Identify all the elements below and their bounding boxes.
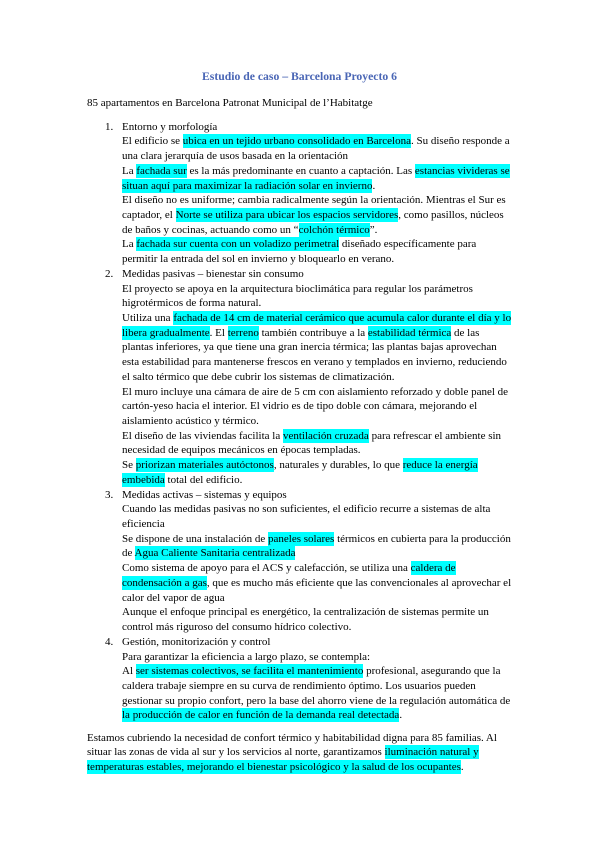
list-number: 4. xyxy=(105,635,114,648)
conclusion-paragraph xyxy=(0,731,599,775)
paragraph xyxy=(122,237,599,266)
section-heading: Gestión, monitorización y control xyxy=(122,635,271,648)
body-text: La xyxy=(122,164,137,177)
body-text: para refrescar el ambiente sin xyxy=(368,429,502,442)
text-line xyxy=(122,296,599,311)
text-line xyxy=(122,576,599,591)
paragraph xyxy=(122,429,599,458)
body-text: de xyxy=(122,547,135,560)
text-line xyxy=(122,620,599,635)
text-line xyxy=(122,149,599,164)
highlighted-text: caldera de xyxy=(410,562,456,575)
text-line xyxy=(122,605,599,620)
list-number: 2. xyxy=(105,267,114,280)
section-item xyxy=(0,120,599,267)
body-text: situar las zonas de vida al sur y los servicios al norte, garantizamos xyxy=(87,746,385,759)
highlighted-text: condensación a gas xyxy=(122,576,207,589)
body-text: Se dispone de una instalación de xyxy=(122,532,269,545)
document-body xyxy=(0,70,599,775)
section-heading: Medidas pasivas – bienestar sin consumo xyxy=(122,267,304,280)
body-text: plantas inferiores, ya que tiene una gran inercia térmica; las plantas bajas aprovechan xyxy=(122,341,497,354)
numbered-section-list xyxy=(0,120,599,723)
highlighted-text: ser sistemas colectivos, se facilita el mantenimiento xyxy=(135,665,364,678)
body-text: profesional, asegurando que la xyxy=(363,665,501,678)
text-line xyxy=(122,694,599,709)
highlighted-text: fachada sur cuenta con un voladizo perimetral xyxy=(136,238,340,251)
text-line xyxy=(122,179,599,194)
body-text: Como sistema de apoyo para el ACS y calefacción, se utiliza una xyxy=(122,562,411,575)
highlighted-text: estabilidad térmica xyxy=(367,326,452,339)
highlighted-text: embebida xyxy=(122,473,165,486)
body-text: El proyecto se apoya en la arquitectura bioclimática para regular los parámetros xyxy=(122,282,473,295)
text-line xyxy=(122,679,599,694)
body-text: aislamiento acústico y térmico. xyxy=(122,415,259,427)
paragraph xyxy=(122,385,599,429)
section-heading: Medidas activas – sistemas y equipos xyxy=(122,488,287,501)
body-text: diseñado específicamente para xyxy=(339,238,477,251)
body-text: permitir la entrada del sol en invierno y bloquearlo en verano. xyxy=(122,253,395,266)
text-line xyxy=(122,311,599,326)
highlighted-text: paneles solares xyxy=(268,532,335,545)
body-text: es la más predominante en cuanto a captación. Las xyxy=(186,164,415,177)
document-subtitle: 85 apartamentos en Barcelona Patronat Municipal de l’Habitatge xyxy=(87,96,373,109)
body-text: de baños y cocinas, actuando como un “ xyxy=(122,223,299,236)
text-line xyxy=(122,443,599,458)
highlighted-text: priorizan materiales autóctonos xyxy=(135,459,274,472)
text-line xyxy=(122,252,599,267)
highlighted-text: terreno xyxy=(227,326,259,339)
body-text: Se xyxy=(122,459,136,472)
body-text: Estamos cubriendo la necesidad de confort térmico y habitabilidad digna para 85 familias. Al xyxy=(87,731,497,744)
text-line xyxy=(122,708,599,723)
body-text: . Su diseño responde a xyxy=(410,135,510,148)
text-line xyxy=(122,473,599,488)
paragraph xyxy=(122,311,599,385)
body-text: control más riguroso del consumo hídrico colectivo. xyxy=(122,621,352,634)
highlighted-text: la producción de calor en función de la demanda real detectada xyxy=(122,709,400,722)
body-text: , naturales y durables, lo que xyxy=(273,459,403,472)
highlighted-text: ventilación cruzada xyxy=(282,429,369,442)
section-item xyxy=(0,635,599,723)
highlighted-text: libera gradualmente xyxy=(122,326,210,339)
text-line xyxy=(122,399,599,414)
highlighted-text: Norte se utiliza para ubicar los espacios servidores xyxy=(175,208,399,221)
text-line xyxy=(87,745,599,760)
text-line xyxy=(122,591,599,606)
body-text: eficiencia xyxy=(122,518,165,531)
body-text: El diseño de las viviendas facilita la xyxy=(122,429,283,442)
paragraph xyxy=(122,458,599,487)
highlighted-text: Agua Caliente Sanitaria centralizada xyxy=(134,547,296,560)
paragraph xyxy=(122,134,599,163)
highlighted-text: fachada de 14 cm de material cerámico que acumula calor durante el día y lo xyxy=(173,311,512,324)
body-text: higrotérmicos de forma natural. xyxy=(122,297,262,310)
body-text: . El xyxy=(209,326,228,339)
body-text: una clara jerarquía de usos basada en la orientación xyxy=(122,150,349,163)
text-line xyxy=(122,532,599,547)
body-text: gestionar su propio confort, pero la base del ahorro viene de la regulación automática de xyxy=(122,694,511,707)
text-line xyxy=(122,326,599,341)
body-text: . xyxy=(460,761,464,774)
text-line xyxy=(122,355,599,370)
body-text: térmicos en cubierta para la producción xyxy=(334,532,511,545)
paragraph xyxy=(122,650,599,665)
paragraph xyxy=(122,664,599,723)
section-item xyxy=(0,267,599,488)
body-text: el salto térmico que debe cubrir los sistemas de climatización. xyxy=(122,370,395,383)
body-text: Cuando las medidas pasivas no son suficientes, el edificio recurre a sistemas de alta xyxy=(122,503,491,516)
highlighted-text: iluminación natural y xyxy=(384,746,479,759)
text-line xyxy=(122,164,599,179)
paragraph xyxy=(122,502,599,531)
text-line xyxy=(122,664,599,679)
paragraph xyxy=(122,561,599,605)
highlighted-text: temperaturas estables, mejorando el bienestar psicológico y la salud de los ocupantes xyxy=(87,761,461,774)
highlighted-text: estancias vivideras se xyxy=(414,164,510,177)
body-text: también contribuye a la xyxy=(258,326,368,339)
text-line xyxy=(122,370,599,385)
text-line xyxy=(122,458,599,473)
text-line xyxy=(122,134,599,149)
body-text: El muro incluye una cámara de aire de 5 cm con aislamiento reforzado y doble panel de xyxy=(122,385,509,398)
text-line xyxy=(122,650,599,665)
body-text: Aunque el enfoque principal es energético, la centralización de sistemas permite un xyxy=(122,606,489,619)
body-text: . xyxy=(372,179,376,192)
highlighted-text: ubica en un tejido urbano consolidado en Barcelona xyxy=(182,135,411,148)
body-text: de las xyxy=(451,326,480,339)
body-text: El edificio se xyxy=(122,135,183,148)
text-line xyxy=(122,208,599,223)
document-title: Estudio de caso – Barcelona Proyecto 6 xyxy=(202,70,397,83)
body-text: , que es mucho más eficiente que las convencionales al aprovechar el xyxy=(206,576,512,589)
text-line xyxy=(122,340,599,355)
text-line xyxy=(122,282,599,297)
highlighted-text: fachada sur xyxy=(136,164,187,177)
text-line xyxy=(122,385,599,400)
body-text: esta estabilidad para mantenerse frescos en verano y templados en invierno, reduciendo xyxy=(122,356,507,369)
text-line xyxy=(122,193,599,208)
body-text: Utiliza una xyxy=(122,311,174,324)
highlighted-text: colchón térmico xyxy=(298,223,370,236)
body-text: total del edificio. xyxy=(164,473,243,486)
body-text: calor del vapor de agua xyxy=(122,591,225,604)
text-line xyxy=(122,546,599,561)
list-number: 1. xyxy=(105,120,114,133)
highlighted-text: reduce la energía xyxy=(402,459,478,472)
text-line xyxy=(122,517,599,532)
body-text: Al xyxy=(122,665,136,678)
text-line xyxy=(87,760,599,775)
body-text: caldera trabaje siempre en su curva de rendimiento óptimo. Los usuarios pueden xyxy=(122,679,476,692)
body-text: cartón-yeso hacia el interior. El vidrio es de tipo doble con cámara, mejorando el xyxy=(122,400,478,413)
section-heading: Entorno y morfología xyxy=(122,120,218,133)
body-text: Para garantizar la eficiencia a largo plazo, se contempla: xyxy=(122,650,371,663)
section-item xyxy=(0,488,599,635)
text-line xyxy=(122,561,599,576)
text-line xyxy=(122,429,599,444)
body-text: ”. xyxy=(369,223,378,236)
body-text: captador, el xyxy=(122,208,176,221)
text-line xyxy=(122,414,599,429)
text-line xyxy=(122,237,599,252)
text-line xyxy=(122,223,599,238)
body-text: , como pasillos, núcleos xyxy=(398,208,504,221)
paragraph xyxy=(122,282,599,311)
body-text: El diseño no es uniforme; cambia radicalmente según la orientación. Mientras el Sur es xyxy=(122,194,506,207)
body-text: necesidad de equipos mecánicos en épocas templadas. xyxy=(122,444,361,457)
text-line xyxy=(122,502,599,517)
paragraph xyxy=(122,164,599,193)
paragraph xyxy=(122,193,599,237)
highlighted-text: situan aquí para maximizar la radiación solar en invierno xyxy=(122,179,373,192)
text-line xyxy=(87,731,599,746)
paragraph xyxy=(122,605,599,634)
list-number: 3. xyxy=(105,488,114,501)
body-text: La xyxy=(122,238,137,251)
body-text: . xyxy=(399,709,403,722)
paragraph xyxy=(122,532,599,561)
